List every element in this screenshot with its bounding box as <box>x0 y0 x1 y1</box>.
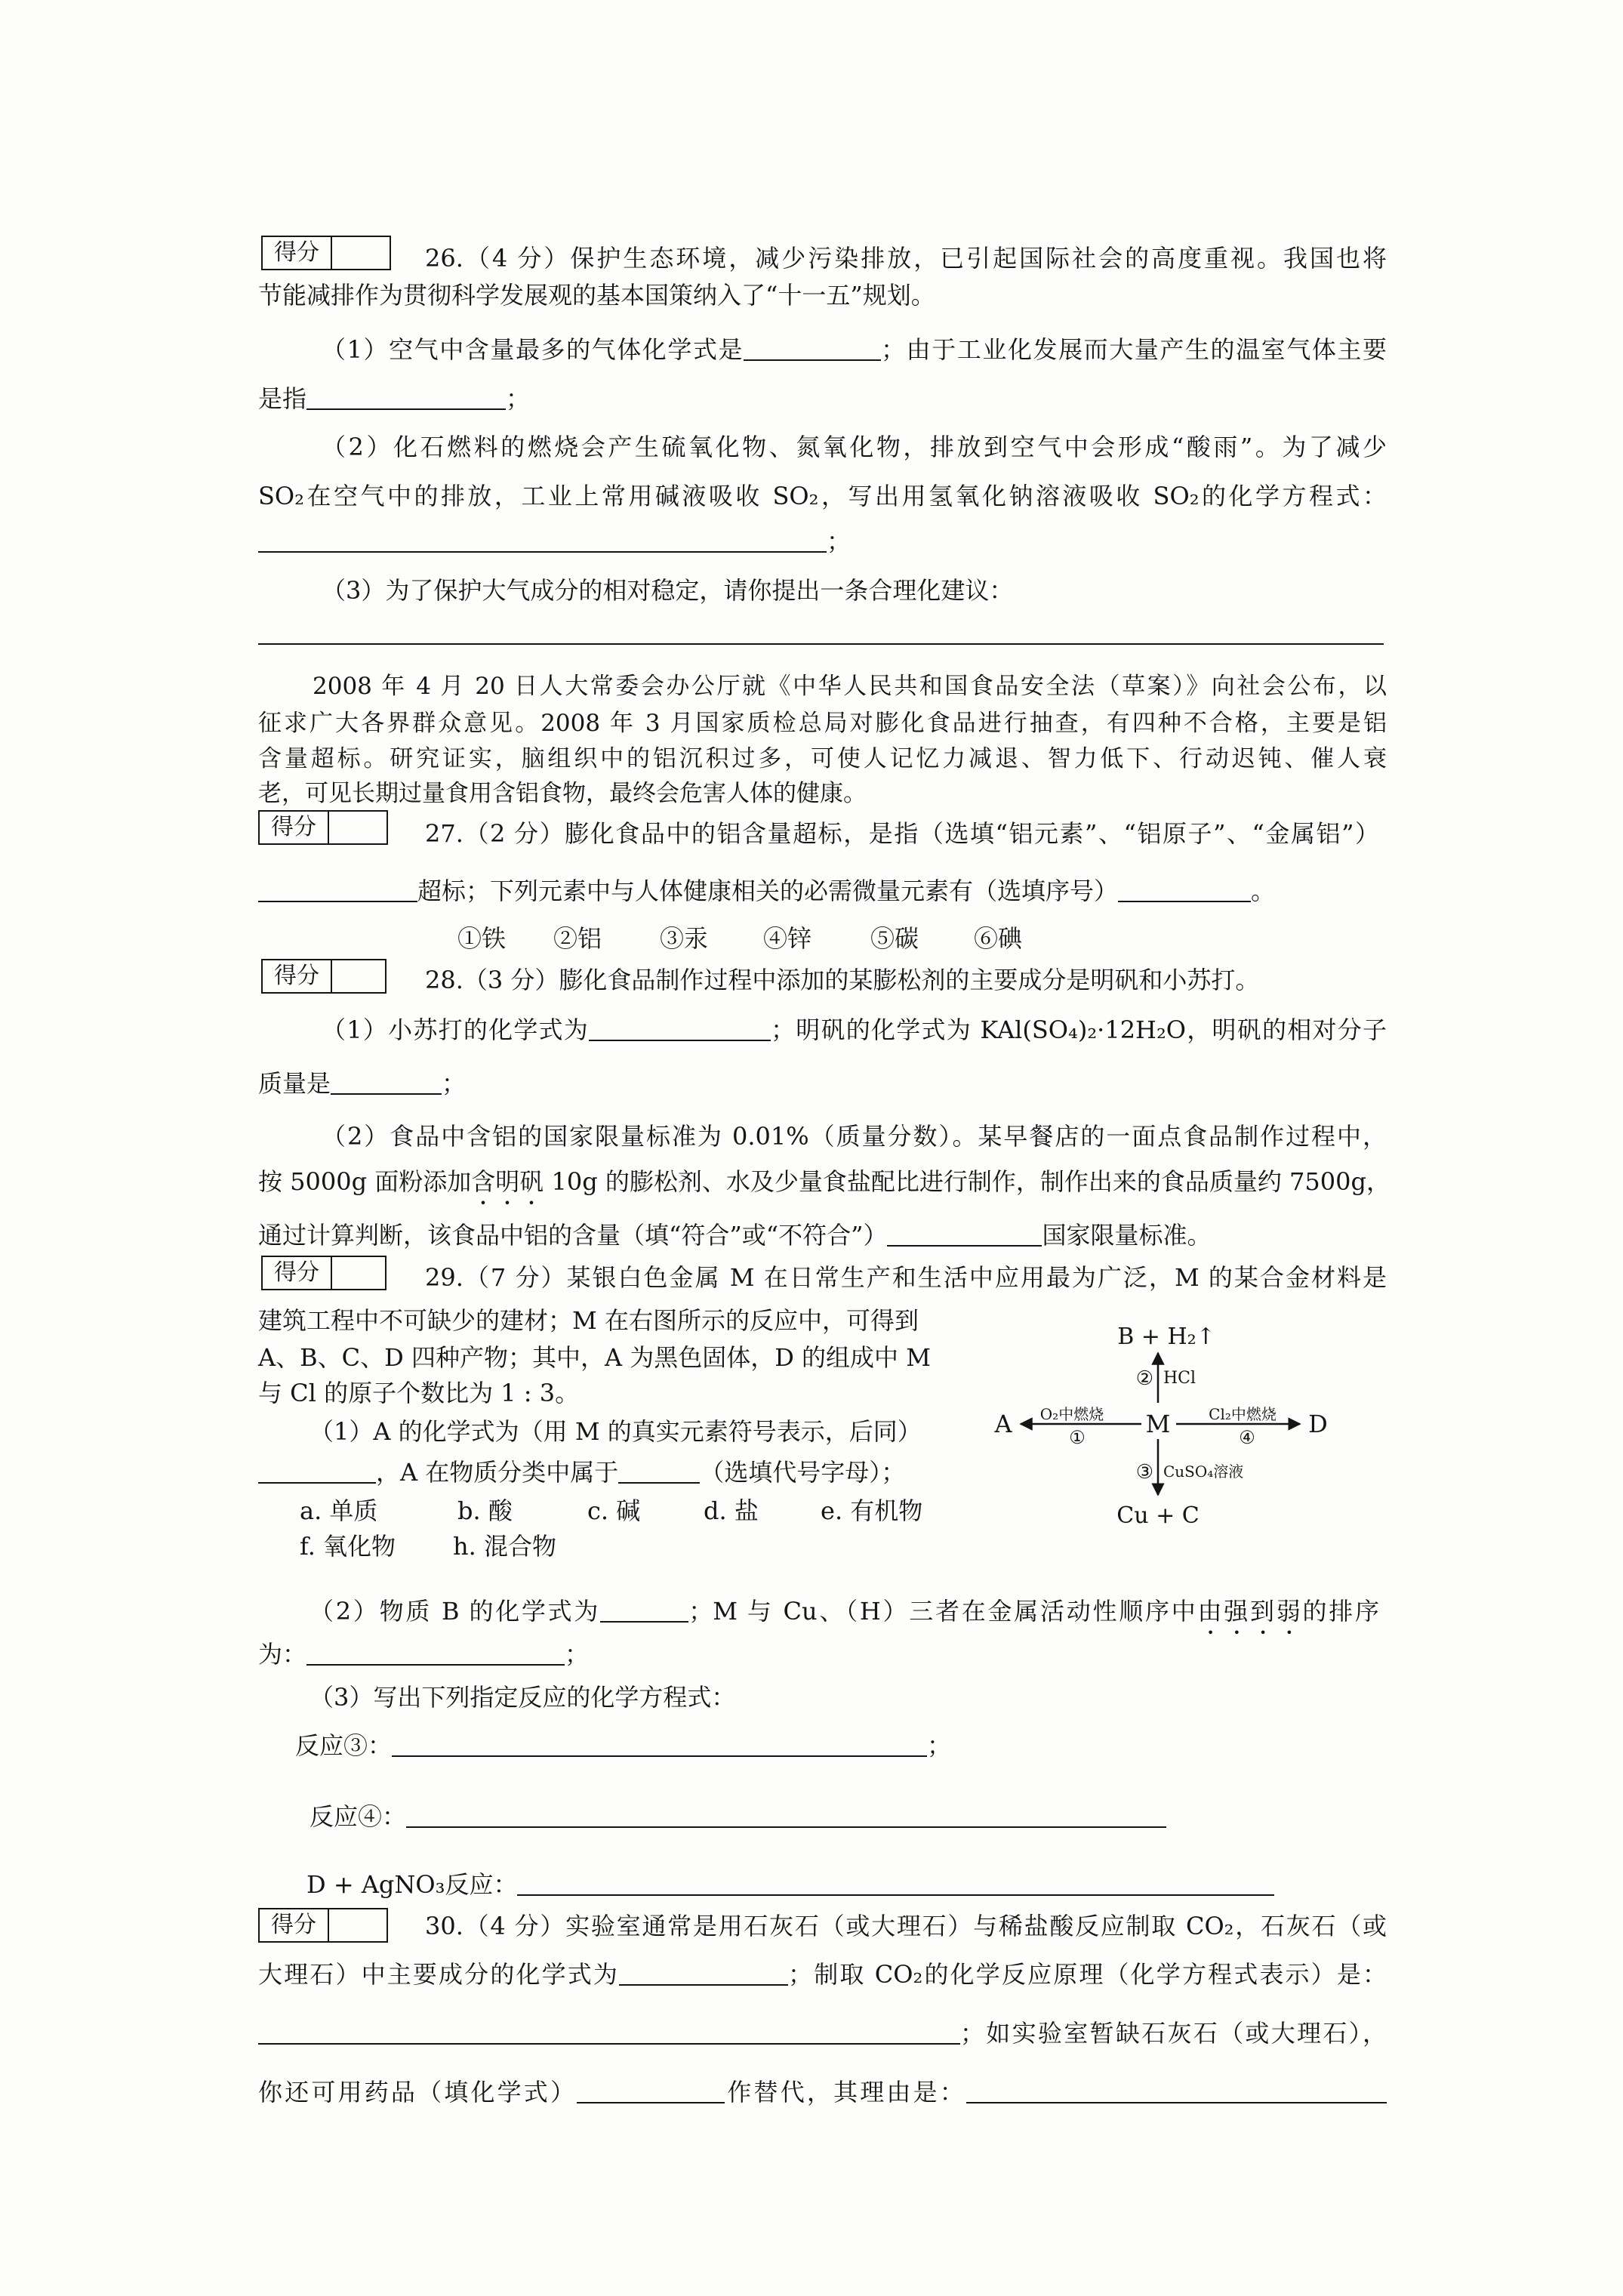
reaction-number-2: ② <box>1135 1367 1153 1390</box>
punctuation: ； <box>442 1069 467 1098</box>
q26-part1-prompt: （1）空气中含量最多的气体化学式是 <box>322 335 744 364</box>
q28-part1-prompt-end: 质量是 <box>258 1069 331 1098</box>
q29-option: h. 混合物 <box>453 1532 556 1561</box>
q26-part3-prompt: （3）为了保护大气成分的相对稳定，请你提出一条合理化建议： <box>322 576 1014 605</box>
answer-blank <box>966 2101 1387 2103</box>
reaction-3-label: 反应③： <box>295 1731 393 1760</box>
answer-blank <box>331 1093 442 1095</box>
q30-stem: 30.（4 分）实验室通常是用石灰石（或大理石）与稀盐酸反应制取 CO₂，石灰石（或 <box>425 1912 1387 1940</box>
q27-option: ⑤碳 <box>870 924 919 953</box>
q26-stem-line-1: 26.（4 分）保护生态环境，减少污染排放，已引起国际社会的高度重视。我国也将 <box>425 244 1387 273</box>
q29-stem-line-3: A、B、C、D 四种产物；其中，A 为黑色固体，D 的组成中 M <box>258 1343 931 1372</box>
answer-blank <box>258 2042 960 2045</box>
q27-prompt: 超标；下列元素中与人体健康相关的必需微量元素有（选填序号） <box>417 877 1119 905</box>
score-cell <box>329 812 387 843</box>
q27-option: ⑥碘 <box>974 924 1023 953</box>
q28-part2-line-2 <box>258 1166 1390 1197</box>
q30-line-2 <box>258 1959 1387 1989</box>
answer-blank <box>392 1755 927 1757</box>
q29-option: e. 有机物 <box>821 1496 923 1525</box>
q29-part2-prompt-cont: ；M 与 Cu、（H）三者在金属活动性顺序中 <box>688 1597 1198 1626</box>
reaction-number-4: ④ <box>1239 1427 1255 1448</box>
punctuation: ； <box>827 527 852 556</box>
q29-option: d. 盐 <box>704 1496 759 1525</box>
score-box <box>261 959 387 994</box>
q30-prompt-3: 你还可用药品（填化学式） <box>258 2078 577 2106</box>
answer-blank <box>600 1620 688 1623</box>
answer-blank <box>258 643 1384 645</box>
score-box <box>258 1908 388 1943</box>
q28-part2-prompt-end: 国家限量标准。 <box>1042 1221 1212 1250</box>
answer-blank <box>589 1039 771 1041</box>
q26-part1-prompt-cont: ；由于工业化发展而大量产生的温室气体主要 <box>881 335 1387 364</box>
reaction-condition-4: Cl₂中燃烧 <box>1209 1405 1277 1423</box>
passage-line-3: 含量超标。研究证实，脑组织中的铝沉积过多，可使人记忆力减退、智力低下、行动迟钝、催人衰 <box>258 745 1387 772</box>
q29-stem-line-1: 29.（7 分）某银白色金属 M 在日常生产和生活中应用最为广泛，M 的某合金材料是 <box>425 1263 1387 1292</box>
q30-prompt-cont: ；制取 CO₂的化学反应原理（化学方程式表示）是： <box>788 1960 1387 1989</box>
diagram-product-d: D <box>1308 1410 1328 1438</box>
answer-blank <box>517 1894 1274 1896</box>
q29-stem-line-4: 与 Cl 的原子个数比为 1 : 3。 <box>258 1379 580 1407</box>
punctuation: ； <box>927 1731 952 1760</box>
diagram-product-c: Cu + C <box>1116 1502 1200 1529</box>
q30-prompt-cont-2: ；如实验室暂缺石灰石（或大理石）， <box>960 2019 1387 2048</box>
q29-reaction-d-line <box>306 1869 1274 1900</box>
q29-part2-prompt-tail: 为： <box>258 1640 307 1669</box>
q28-part2-line-3 <box>258 1220 1211 1250</box>
score-cell <box>332 960 385 992</box>
q29-part2-prompt-end: 的排序 <box>1302 1597 1379 1626</box>
reaction-condition-2: HCl <box>1163 1369 1196 1388</box>
q27-stem: 27.（2 分）膨化食品中的铝含量超标，是指（选填“铝元素”、“铝原子”、“金属铝”） <box>425 819 1379 848</box>
score-box <box>258 810 388 845</box>
q29-part1-prompt-end: （选填代号字母）； <box>700 1458 906 1487</box>
answer-blank <box>306 408 506 410</box>
reaction-condition-3: CuSO₄溶液 <box>1163 1462 1244 1481</box>
q29-option: c. 碱 <box>587 1496 641 1525</box>
score-cell <box>332 1257 385 1289</box>
answer-blank <box>887 1244 1042 1247</box>
q30-prompt-4: 作替代，其理由是： <box>725 2078 966 2106</box>
q29-part1-prompt: （1）A 的化学式为（用 M 的真实元素符号表示，后同） <box>310 1417 922 1446</box>
reaction-4-label: 反应④： <box>310 1802 407 1831</box>
q29-reaction-4-line <box>310 1801 1166 1832</box>
score-label: 得分 <box>260 1909 329 1941</box>
q28-part2-prompt: 通过计算判断，该食品中铝的含量（填“符合”或“不符合”） <box>258 1221 888 1250</box>
punctuation: 。 <box>1251 877 1276 905</box>
q28-part1-prompt-cont: ；明矾的化学式为 KAl(SO₄)₂·12H₂O，明矾的相对分子 <box>771 1015 1387 1044</box>
q30-line-4 <box>258 2077 1387 2107</box>
score-cell <box>332 237 390 269</box>
q28-part1-prompt: （1）小苏打的化学式为 <box>322 1015 590 1044</box>
q30-prompt: 大理石）中主要成分的化学式为 <box>258 1960 620 1989</box>
answer-blank <box>406 1826 1166 1828</box>
q29-part1-prompt-cont: ，A 在物质分类中属于 <box>376 1458 619 1487</box>
q29-reaction-3-line <box>295 1730 951 1761</box>
q29-stem-line-2: 建筑工程中不可缺少的建材；M 在右图所示的反应中，可得到 <box>258 1306 919 1335</box>
passage-line-2: 征求广大各界群众意见。2008 年 3 月国家质检总局对膨化食品进行抽查，有四种不合格，主要是铝 <box>258 710 1387 737</box>
reaction-number-1: ① <box>1069 1427 1086 1448</box>
answer-blank <box>1118 900 1251 902</box>
q30-line-3 <box>258 2018 1387 2048</box>
punctuation: ； <box>506 384 531 413</box>
q29-part2-line-2 <box>258 1639 589 1669</box>
q27-line-2 <box>258 876 1275 906</box>
q26-part2-answer-line <box>258 526 851 556</box>
q28-stem: 28.（3 分）膨化食品制作过程中添加的某膨松剂的主要成分是明矾和小苏打。 <box>425 966 1260 994</box>
score-label: 得分 <box>263 1257 332 1289</box>
q27-option: ②铝 <box>553 924 602 953</box>
q29-option: b. 酸 <box>457 1496 513 1525</box>
answer-blank <box>577 2101 725 2103</box>
score-box <box>261 1256 387 1290</box>
reaction-d-label: D + AgNO₃反应： <box>306 1870 518 1899</box>
answer-blank <box>618 1481 700 1484</box>
score-label: 得分 <box>260 812 329 843</box>
q29-part2-line-1 <box>310 1596 1379 1626</box>
q26-part2-line-2: SO₂在空气中的排放，工业上常用碱液吸收 SO₂，写出用氢氧化钠溶液吸收 SO₂的化学方程式： <box>258 482 1387 510</box>
answer-blank <box>744 359 881 361</box>
q29-part1-line-2 <box>258 1457 905 1487</box>
punctuation: ； <box>565 1640 590 1669</box>
reaction-condition-1: O₂中燃烧 <box>1039 1405 1104 1423</box>
q28-part1-line <box>322 1015 1387 1045</box>
q27-option: ①铁 <box>457 924 507 953</box>
q26-part2-line-1: （2）化石燃料的燃烧会产生硫氧化物、氮氧化物，排放到空气中会形成“酸雨”。为了减少 <box>322 433 1387 461</box>
q27-option: ③汞 <box>660 924 709 953</box>
q29-option: f. 氧化物 <box>300 1532 396 1561</box>
q29-part2-prompt: （2）物质 B 的化学式为 <box>310 1597 601 1626</box>
q29-option: a. 单质 <box>300 1496 378 1525</box>
answer-blank <box>258 550 827 553</box>
score-cell <box>329 1909 387 1941</box>
q26-part1-line <box>322 334 1387 365</box>
emphasized-text: 含明矾 <box>471 1167 544 1196</box>
score-label: 得分 <box>263 237 332 269</box>
reaction-diagram <box>974 1306 1351 1533</box>
answer-blank <box>258 1481 376 1484</box>
score-box <box>261 236 391 270</box>
q29-part3-prompt: （3）写出下列指定反应的化学方程式： <box>310 1683 736 1712</box>
q28-part1-line-2 <box>258 1068 466 1099</box>
answer-blank <box>619 1983 788 1986</box>
diagram-product-b: B + H₂↑ <box>1117 1324 1215 1350</box>
q26-part1-prompt-end: 是指 <box>258 384 307 413</box>
score-label: 得分 <box>263 960 332 992</box>
emphasized-text: 由强到弱 <box>1197 1597 1303 1626</box>
diagram-product-a: A <box>994 1410 1012 1438</box>
answer-blank <box>306 1663 565 1666</box>
q28-part2-line-1: （2）食品中含铝的国家限量标准为 0.01%（质量分数）。某早餐店的一面点食品制作过程中， <box>322 1122 1387 1151</box>
q27-option: ④锌 <box>763 924 812 953</box>
answer-blank <box>258 900 417 902</box>
reaction-number-3: ③ <box>1135 1461 1153 1484</box>
q26-stem-line-2: 节能减排作为贯彻科学发展观的基本国策纳入了“十一五”规划。 <box>258 281 935 310</box>
diagram-metal-m: M <box>1145 1410 1171 1438</box>
q26-part1-line-2 <box>258 384 530 414</box>
q28-part2-text-cont: 10g 的膨松剂、水及少量食盐配比进行制作，制作出来的食品质量约 7500g， <box>544 1167 1390 1196</box>
passage-line-1: 2008 年 4 月 20 日人大常委会办公厅就《中华人民共和国食品安全法（草案）》向社会公布，以 <box>313 673 1387 700</box>
q28-part2-text: 按 5000g 面粉添加 <box>258 1167 472 1196</box>
passage-line-4: 老，可见长期过量食用含铝食物，最终会危害人体的健康。 <box>258 780 867 807</box>
